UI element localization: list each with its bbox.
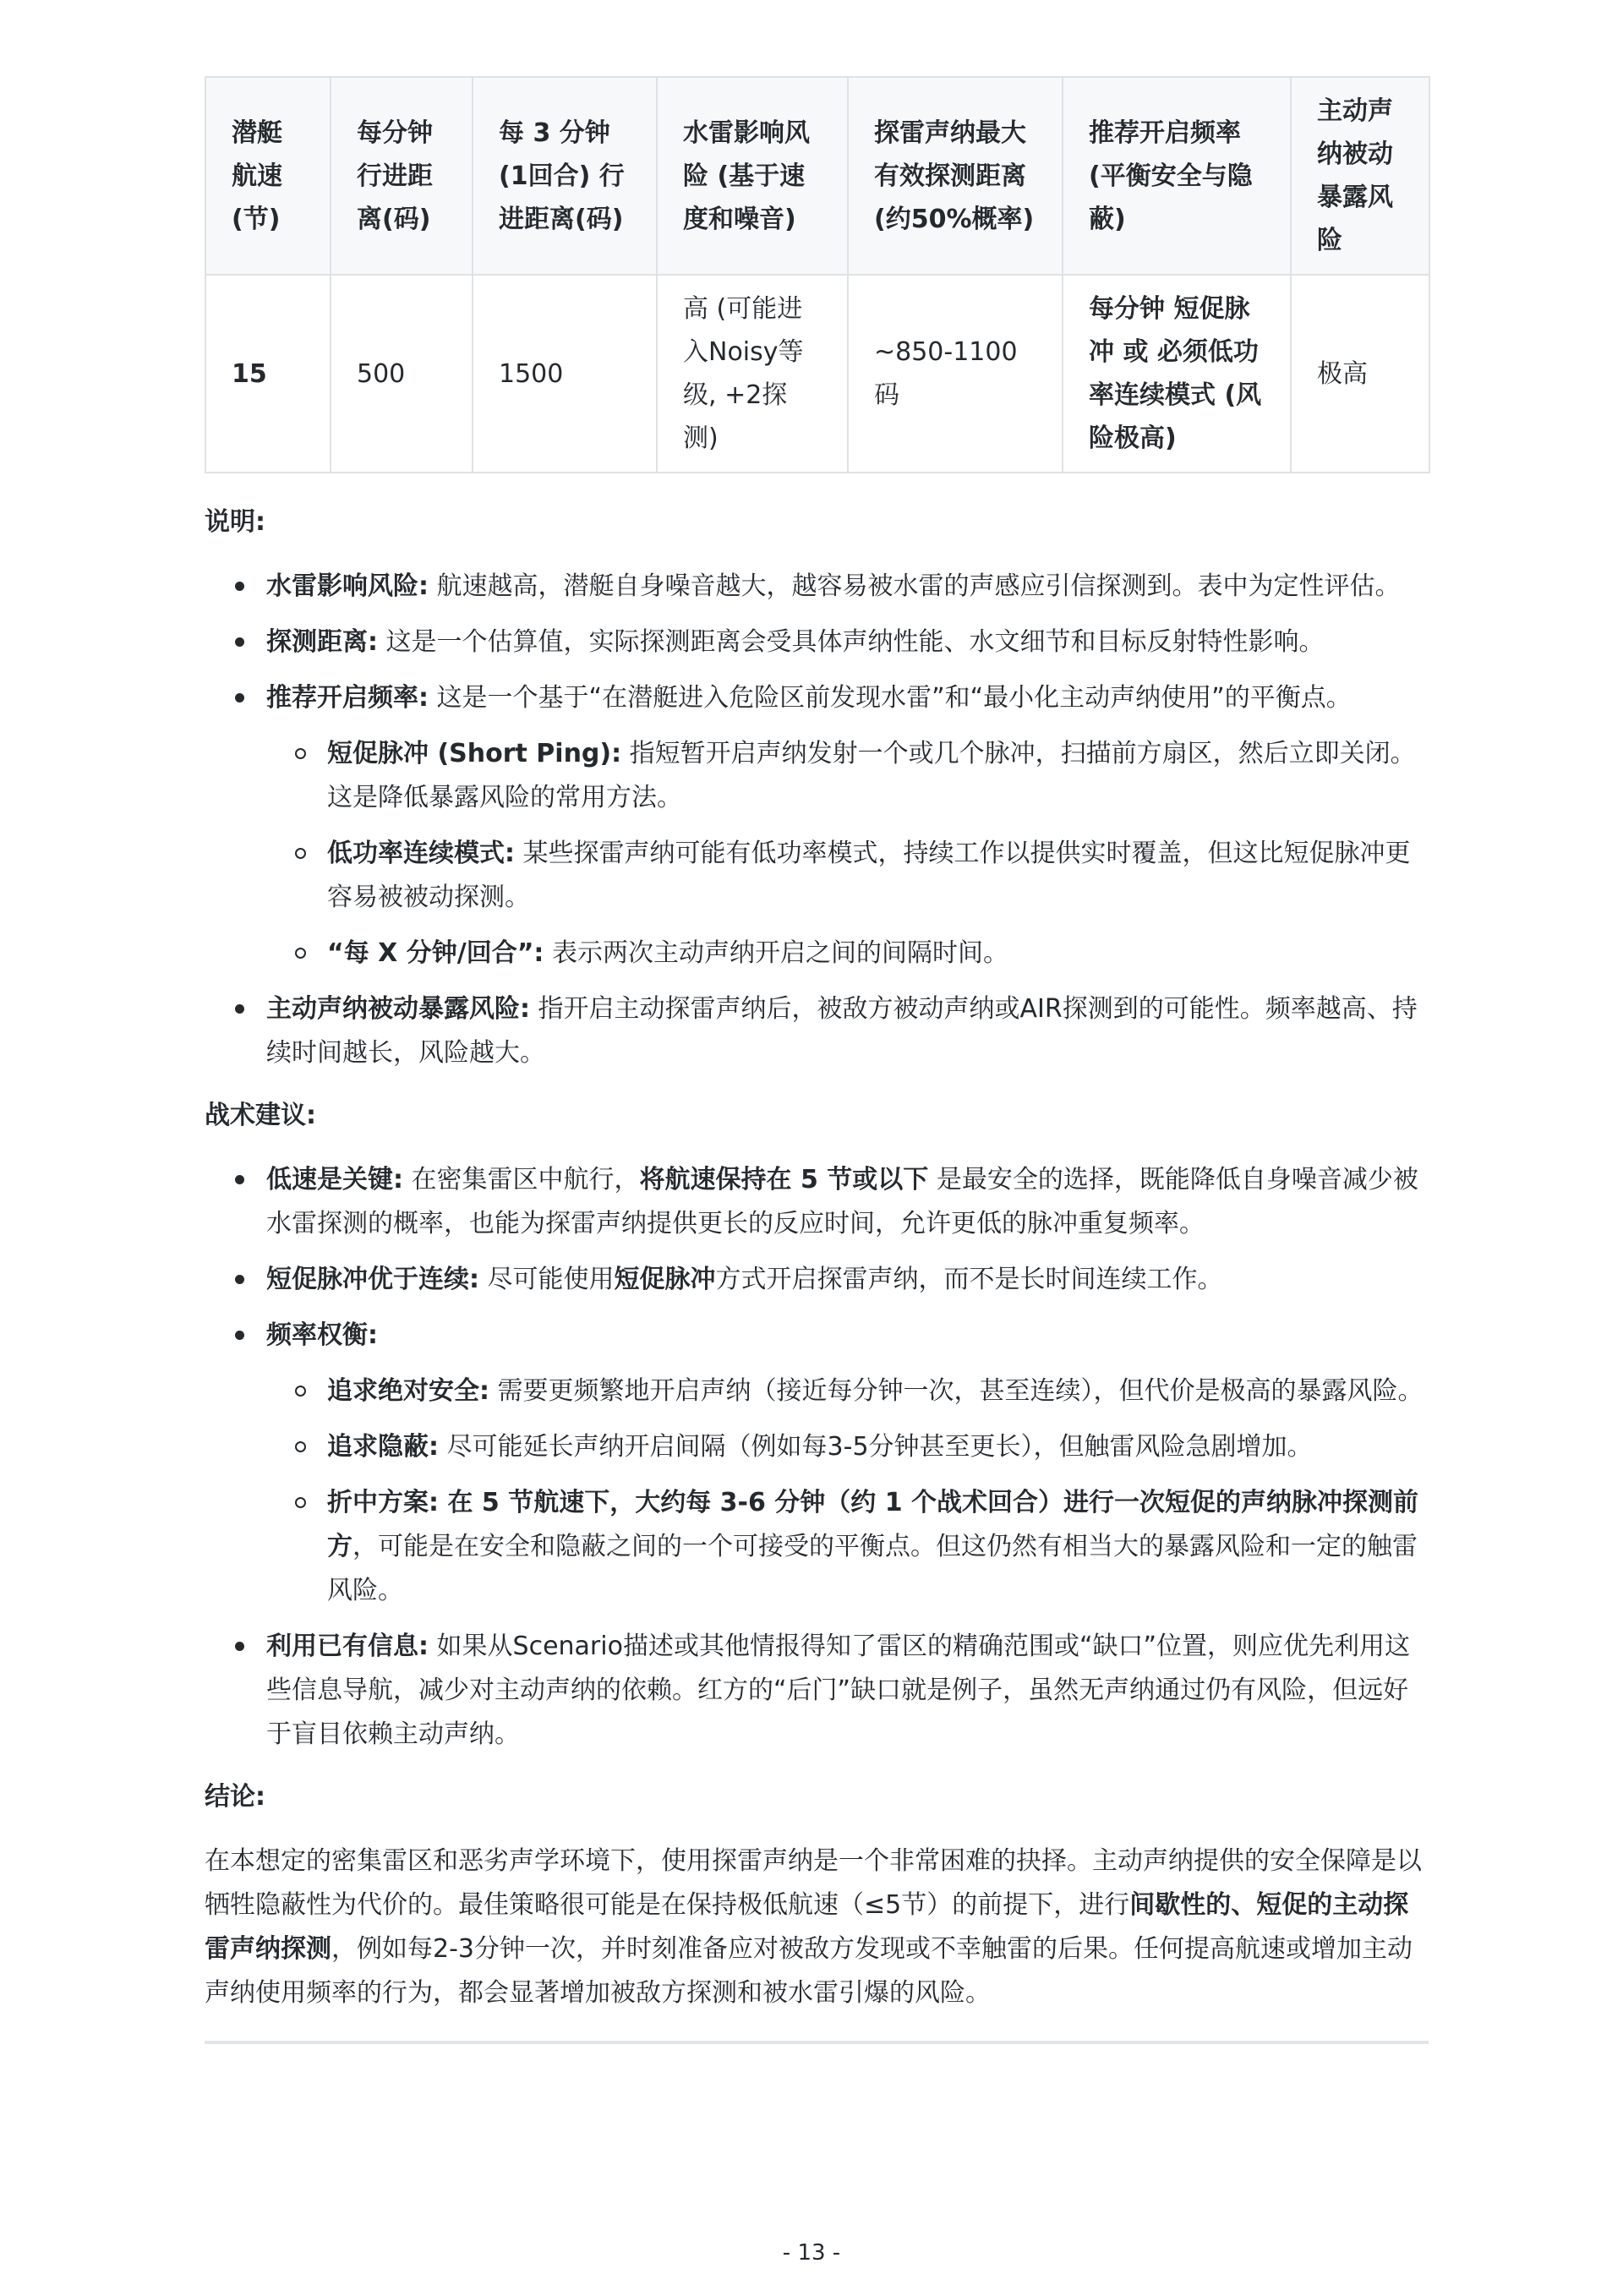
- item-label: 追求绝对安全:: [327, 1376, 489, 1406]
- item-label: 探测距离:: [266, 627, 378, 657]
- conclusion-text: ，例如每2-3分钟一次，并时刻准备应对被敌方发现或不幸触雷的后果。任何提高航速或增加主动声纳使用频率的行为，都会显著增加被敌方探测和被水雷引爆的风险。: [205, 1934, 1413, 2008]
- table-header-cell: 主动声纳被动暴露风险: [1291, 77, 1429, 275]
- table-cell: ~850-1100码: [848, 275, 1063, 473]
- conclusion-text: 在本想定的密集雷区和恶劣声学环境下，使用探雷声纳是一个非常困难的抉择。主动声纳提供的安全保障是以牺牲隐蔽性为代价的。最佳策略很可能是在保持极低航速（≤5节）的前提下，进行: [205, 1846, 1422, 1920]
- table-cell: 500: [331, 275, 473, 473]
- item-text: 是最安全的选择，既能降低自身噪音减少被水雷探测的概率，也能为探雷声纳提供更长的反应时间，允许更低的脉冲重复频率。: [266, 1165, 1418, 1238]
- table-header-cell: 每分钟行进距离(码): [331, 77, 473, 275]
- table-cell: 每分钟 短促脉冲 或 必须低功率连续模式 (风险极高): [1063, 275, 1291, 473]
- conclusion-heading: 结论:: [205, 1782, 265, 1812]
- item-text: 尽可能延长声纳开启间隔（例如每3-5分钟甚至更长），但触雷风险急剧增加。: [439, 1432, 1313, 1462]
- table-row: [205, 275, 1429, 473]
- list-item: [266, 832, 1429, 920]
- item-text: 航速越高，潜艇自身噪音越大，越容易被水雷的声感应引信探测到。表中为定性评估。: [429, 571, 1401, 601]
- page-content: [205, 76, 1429, 2044]
- table-cell: 15: [205, 275, 331, 473]
- list-item: [266, 732, 1429, 820]
- item-label: 追求隐蔽:: [327, 1432, 439, 1462]
- list-item: [266, 1369, 1429, 1413]
- item-label: 频率权衡:: [266, 1320, 378, 1350]
- table-header-cell: 探雷声纳最大有效探测距离 (约50%概率): [848, 77, 1063, 275]
- item-emphasis: 短促脉冲: [614, 1265, 716, 1294]
- item-label: 推荐开启频率:: [266, 683, 429, 713]
- item-text: 这是一个基于“在潜艇进入危险区前发现水雷”和“最小化主动声纳使用”的平衡点。: [429, 683, 1352, 713]
- list-item: [266, 932, 1429, 976]
- item-label: 低速是关键:: [266, 1165, 403, 1194]
- conclusion-paragraph: [205, 1840, 1429, 2015]
- table-cell: 1500: [473, 275, 657, 473]
- list-item: [205, 620, 1429, 664]
- item-label: 折中方案: 在 5 节航速下，大约每 3-6 分钟（约 1 个战术回合）进行一次短促的声纳脉冲探测前方: [327, 1488, 1419, 1561]
- list-item: [205, 1258, 1429, 1302]
- item-text: 指开启主动探雷声纳后，被敌方被动声纳或AIR探测到的可能性。频率越高、持续时间越长，风险越大。: [266, 994, 1418, 1068]
- list-item: [266, 1481, 1429, 1613]
- item-label: 低功率连续模式:: [327, 839, 515, 868]
- item-label: 短促脉冲 (Short Ping):: [327, 739, 622, 768]
- item-text: 在密集雷区中航行，: [403, 1165, 640, 1194]
- item-text: 指短暂开启声纳发射一个或几个脉冲，扫描前方扇区，然后立即关闭。这是降低暴露风险的常用方法。: [327, 739, 1416, 812]
- horizontal-rule: [205, 2041, 1429, 2044]
- item-label: 利用已有信息:: [266, 1632, 429, 1661]
- table-header-row: [205, 77, 1429, 275]
- item-text: 需要更频繁地开启声纳（接近每分钟一次，甚至连续），但代价是极高的暴露风险。: [489, 1376, 1424, 1406]
- table-header-cell: 推荐开启频率 (平衡安全与隐蔽): [1063, 77, 1291, 275]
- item-text: 如果从Scenario描述或其他情报得知了雷区的精确范围或“缺口”位置，则应优先利用这些信息导航，减少对主动声纳的依赖。红方的“后门”缺口就是例子，虽然无声纳通过仍有风险，但远好于盲目依赖主动声纳。: [266, 1632, 1411, 1749]
- tactics-heading: 战术建议:: [205, 1101, 316, 1130]
- table-header-cell: 水雷影响风险 (基于速度和噪音): [657, 77, 848, 275]
- notes-heading: 说明:: [205, 507, 265, 537]
- notes-sublist: [266, 732, 1429, 976]
- list-item: [205, 987, 1429, 1075]
- list-item: [205, 565, 1429, 609]
- item-text: 这是一个估算值，实际探测距离会受具体声纳性能、水文细节和目标反射特性影响。: [378, 627, 1325, 657]
- item-text: 方式开启探雷声纳，而不是长时间连续工作。: [715, 1265, 1223, 1294]
- notes-list: [205, 565, 1429, 1075]
- item-text: ，可能是在安全和隐蔽之间的一个可接受的平衡点。但这仍然有相当大的暴露风险和一定的触雷风险。: [327, 1532, 1418, 1605]
- item-text: 某些探雷声纳可能有低功率模式，持续工作以提供实时覆盖，但这比短促脉冲更容易被被动探测。: [327, 839, 1411, 912]
- table-cell: 极高: [1291, 275, 1429, 473]
- list-item: [266, 1425, 1429, 1469]
- list-item: [205, 676, 1429, 976]
- tactics-list: [205, 1158, 1429, 1757]
- item-text: 表示两次主动声纳开启之间的间隔时间。: [544, 938, 1008, 968]
- list-item: [205, 1625, 1429, 1757]
- speed-table: [205, 76, 1430, 473]
- table-header-cell: 每 3 分钟(1回合) 行进距离(码): [473, 77, 657, 275]
- item-label: 水雷影响风险:: [266, 571, 429, 601]
- list-item: [205, 1158, 1429, 1246]
- table-cell: 高 (可能进入Noisy等级, +2探测): [657, 275, 848, 473]
- conclusion-emphasis: 间歇性的、短促的主动探雷声纳探测: [205, 1890, 1409, 1964]
- list-item: [205, 1314, 1429, 1613]
- item-text: 尽可能使用: [479, 1265, 615, 1294]
- table-header-cell: 潜艇航速(节): [205, 77, 331, 275]
- page-number: - 13 -: [782, 2240, 841, 2266]
- item-label: 主动声纳被动暴露风险:: [266, 994, 530, 1024]
- tactics-sublist: [266, 1369, 1429, 1613]
- item-label: “每 X 分钟/回合”:: [327, 938, 544, 968]
- item-emphasis: 将航速保持在 5 节或以下: [639, 1165, 929, 1194]
- item-label: 短促脉冲优于连续:: [266, 1265, 479, 1294]
